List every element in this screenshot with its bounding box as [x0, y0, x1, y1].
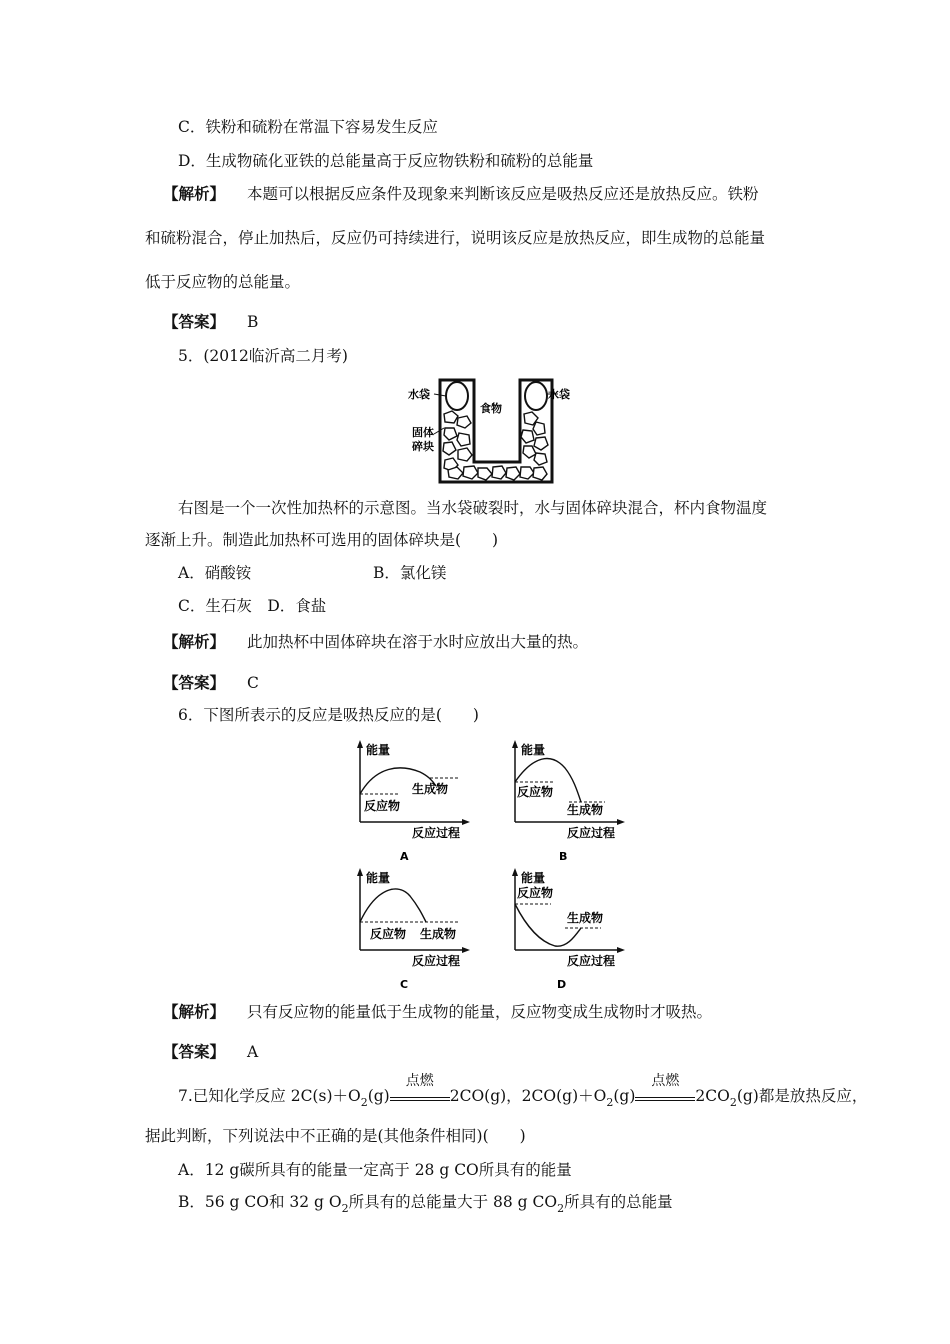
product-label: 生成物	[567, 803, 604, 817]
reactant-label: 反应物	[517, 785, 554, 799]
subscript: 2	[341, 1202, 349, 1215]
energy-graph-d	[505, 866, 625, 990]
right-water-bag-shape	[525, 382, 547, 410]
eq-part: 2CO(g)，2CO(g)＋O	[449, 1087, 607, 1105]
q4-analysis-line3: 低于反应物的总能量。	[145, 273, 301, 291]
q7-equation-line	[178, 1073, 868, 1113]
reaction-arrow	[635, 1073, 695, 1101]
product-label: 生成物	[412, 782, 449, 796]
answer-value: C	[247, 674, 259, 692]
water-bag-right-label: 水袋	[548, 388, 570, 401]
eq-part: 7.已知化学反应 2C(s)＋O	[178, 1087, 361, 1105]
heating-cup-figure	[408, 378, 578, 488]
option-text: 所具有的总能量	[564, 1193, 673, 1211]
q5-stem-line2: 逐渐上升。制造此加热杯可选用的固体碎块是( )	[145, 531, 499, 549]
q5-title: 5．(2012临沂高二月考)	[178, 347, 348, 365]
x-axis-label: 反应过程	[567, 826, 616, 840]
reactant-label: 反应物	[370, 927, 407, 941]
y-axis-label: 能量	[366, 743, 391, 757]
answer-value: B	[247, 313, 259, 331]
answer-value: A	[247, 1043, 259, 1061]
subscript: 2	[606, 1096, 614, 1109]
q6-analysis	[163, 1002, 712, 1022]
q4-analysis-line1	[163, 184, 759, 204]
q5-option-cd: C．生石灰 D．食盐	[178, 597, 327, 615]
q4-option-c: C．铁粉和硫粉在常温下容易发生反应	[178, 118, 438, 136]
analysis-tag: 【解析】	[163, 1002, 226, 1021]
graph-letter: B	[559, 850, 568, 862]
eq-part: (g)	[613, 1087, 636, 1105]
q5-option-a: A．硝酸铵	[178, 564, 252, 582]
energy-graph-a	[350, 738, 470, 862]
q6-answer	[163, 1042, 258, 1062]
analysis-tag: 【解析】	[163, 632, 226, 651]
q4-analysis-line2: 和硫粉混合，停止加热后，反应仍可持续进行，说明该反应是放热反应，即生成物的总能量	[145, 229, 766, 247]
q7-option-a: A．12 g碳所具有的能量一定高于 28 g CO所具有的能量	[178, 1161, 572, 1179]
analysis-text: 此加热杯中固体碎块在溶于水时应放出大量的热。	[247, 633, 589, 651]
subscript: 2	[729, 1096, 737, 1109]
graph-letter: C	[400, 978, 409, 990]
x-axis-label: 反应过程	[412, 826, 461, 840]
energy-graph-c	[350, 866, 470, 990]
x-axis-label: 反应过程	[412, 954, 461, 968]
graph-letter: D	[557, 978, 567, 990]
reaction-condition: 点燃	[405, 1073, 434, 1089]
left-water-bag-shape	[446, 382, 468, 410]
energy-graph-b	[505, 738, 625, 862]
eq-part: 2CO	[695, 1087, 730, 1105]
q4-answer	[163, 312, 258, 332]
reaction-arrow	[390, 1073, 450, 1101]
product-label: 生成物	[567, 911, 604, 925]
eq-part: (g)	[367, 1087, 390, 1105]
reaction-condition: 点燃	[651, 1073, 680, 1089]
eq-part: (g)都是放热反应，	[736, 1087, 868, 1105]
option-text: 所具有的总能量大于 88 g CO	[348, 1193, 558, 1211]
water-bag-left-label: 水袋	[408, 388, 430, 401]
analysis-text: 本题可以根据反应条件及现象来判断该反应是吸热反应还是放热反应。铁粉	[247, 185, 759, 203]
q5-answer	[163, 673, 259, 693]
y-axis-label: 能量	[521, 871, 546, 885]
answer-tag: 【答案】	[163, 312, 226, 331]
q5-option-b: B．氯化镁	[373, 564, 447, 582]
q5-stem-line1: 右图是一个一次性加热杯的示意图。当水袋破裂时，水与固体碎块混合，杯内食物温度	[178, 499, 768, 517]
q7-stem-line2: 据此判断，下列说法中不正确的是(其他条件相同)( )	[145, 1127, 526, 1145]
graph-letter: A	[400, 850, 409, 862]
solid-label-line2: 碎块	[412, 440, 434, 453]
y-axis-label: 能量	[366, 871, 391, 885]
y-axis-label: 能量	[521, 743, 546, 757]
reactant-label: 反应物	[364, 799, 401, 813]
subscript: 2	[360, 1096, 368, 1109]
q6-title: 6．下图所表示的反应是吸热反应的是( )	[178, 706, 479, 724]
answer-tag: 【答案】	[163, 673, 226, 692]
analysis-tag: 【解析】	[163, 184, 226, 203]
reactant-label: 反应物	[517, 886, 554, 900]
q5-analysis	[163, 632, 588, 652]
q4-option-d: D．生成物硫化亚铁的总能量高于反应物铁粉和硫粉的总能量	[178, 152, 594, 170]
answer-tag: 【答案】	[163, 1042, 226, 1061]
food-label: 食物	[480, 402, 502, 415]
subscript: 2	[557, 1202, 565, 1215]
solid-label-line1: 固体	[412, 426, 434, 439]
q7-option-b	[178, 1192, 673, 1219]
analysis-text: 只有反应物的能量低于生成物的能量，反应物变成生成物时才吸热。	[247, 1003, 713, 1021]
x-axis-label: 反应过程	[567, 954, 616, 968]
option-text: B．56 g CO和 32 g O	[178, 1193, 342, 1211]
heating-cup-diagram	[408, 378, 578, 488]
product-label: 生成物	[420, 927, 457, 941]
